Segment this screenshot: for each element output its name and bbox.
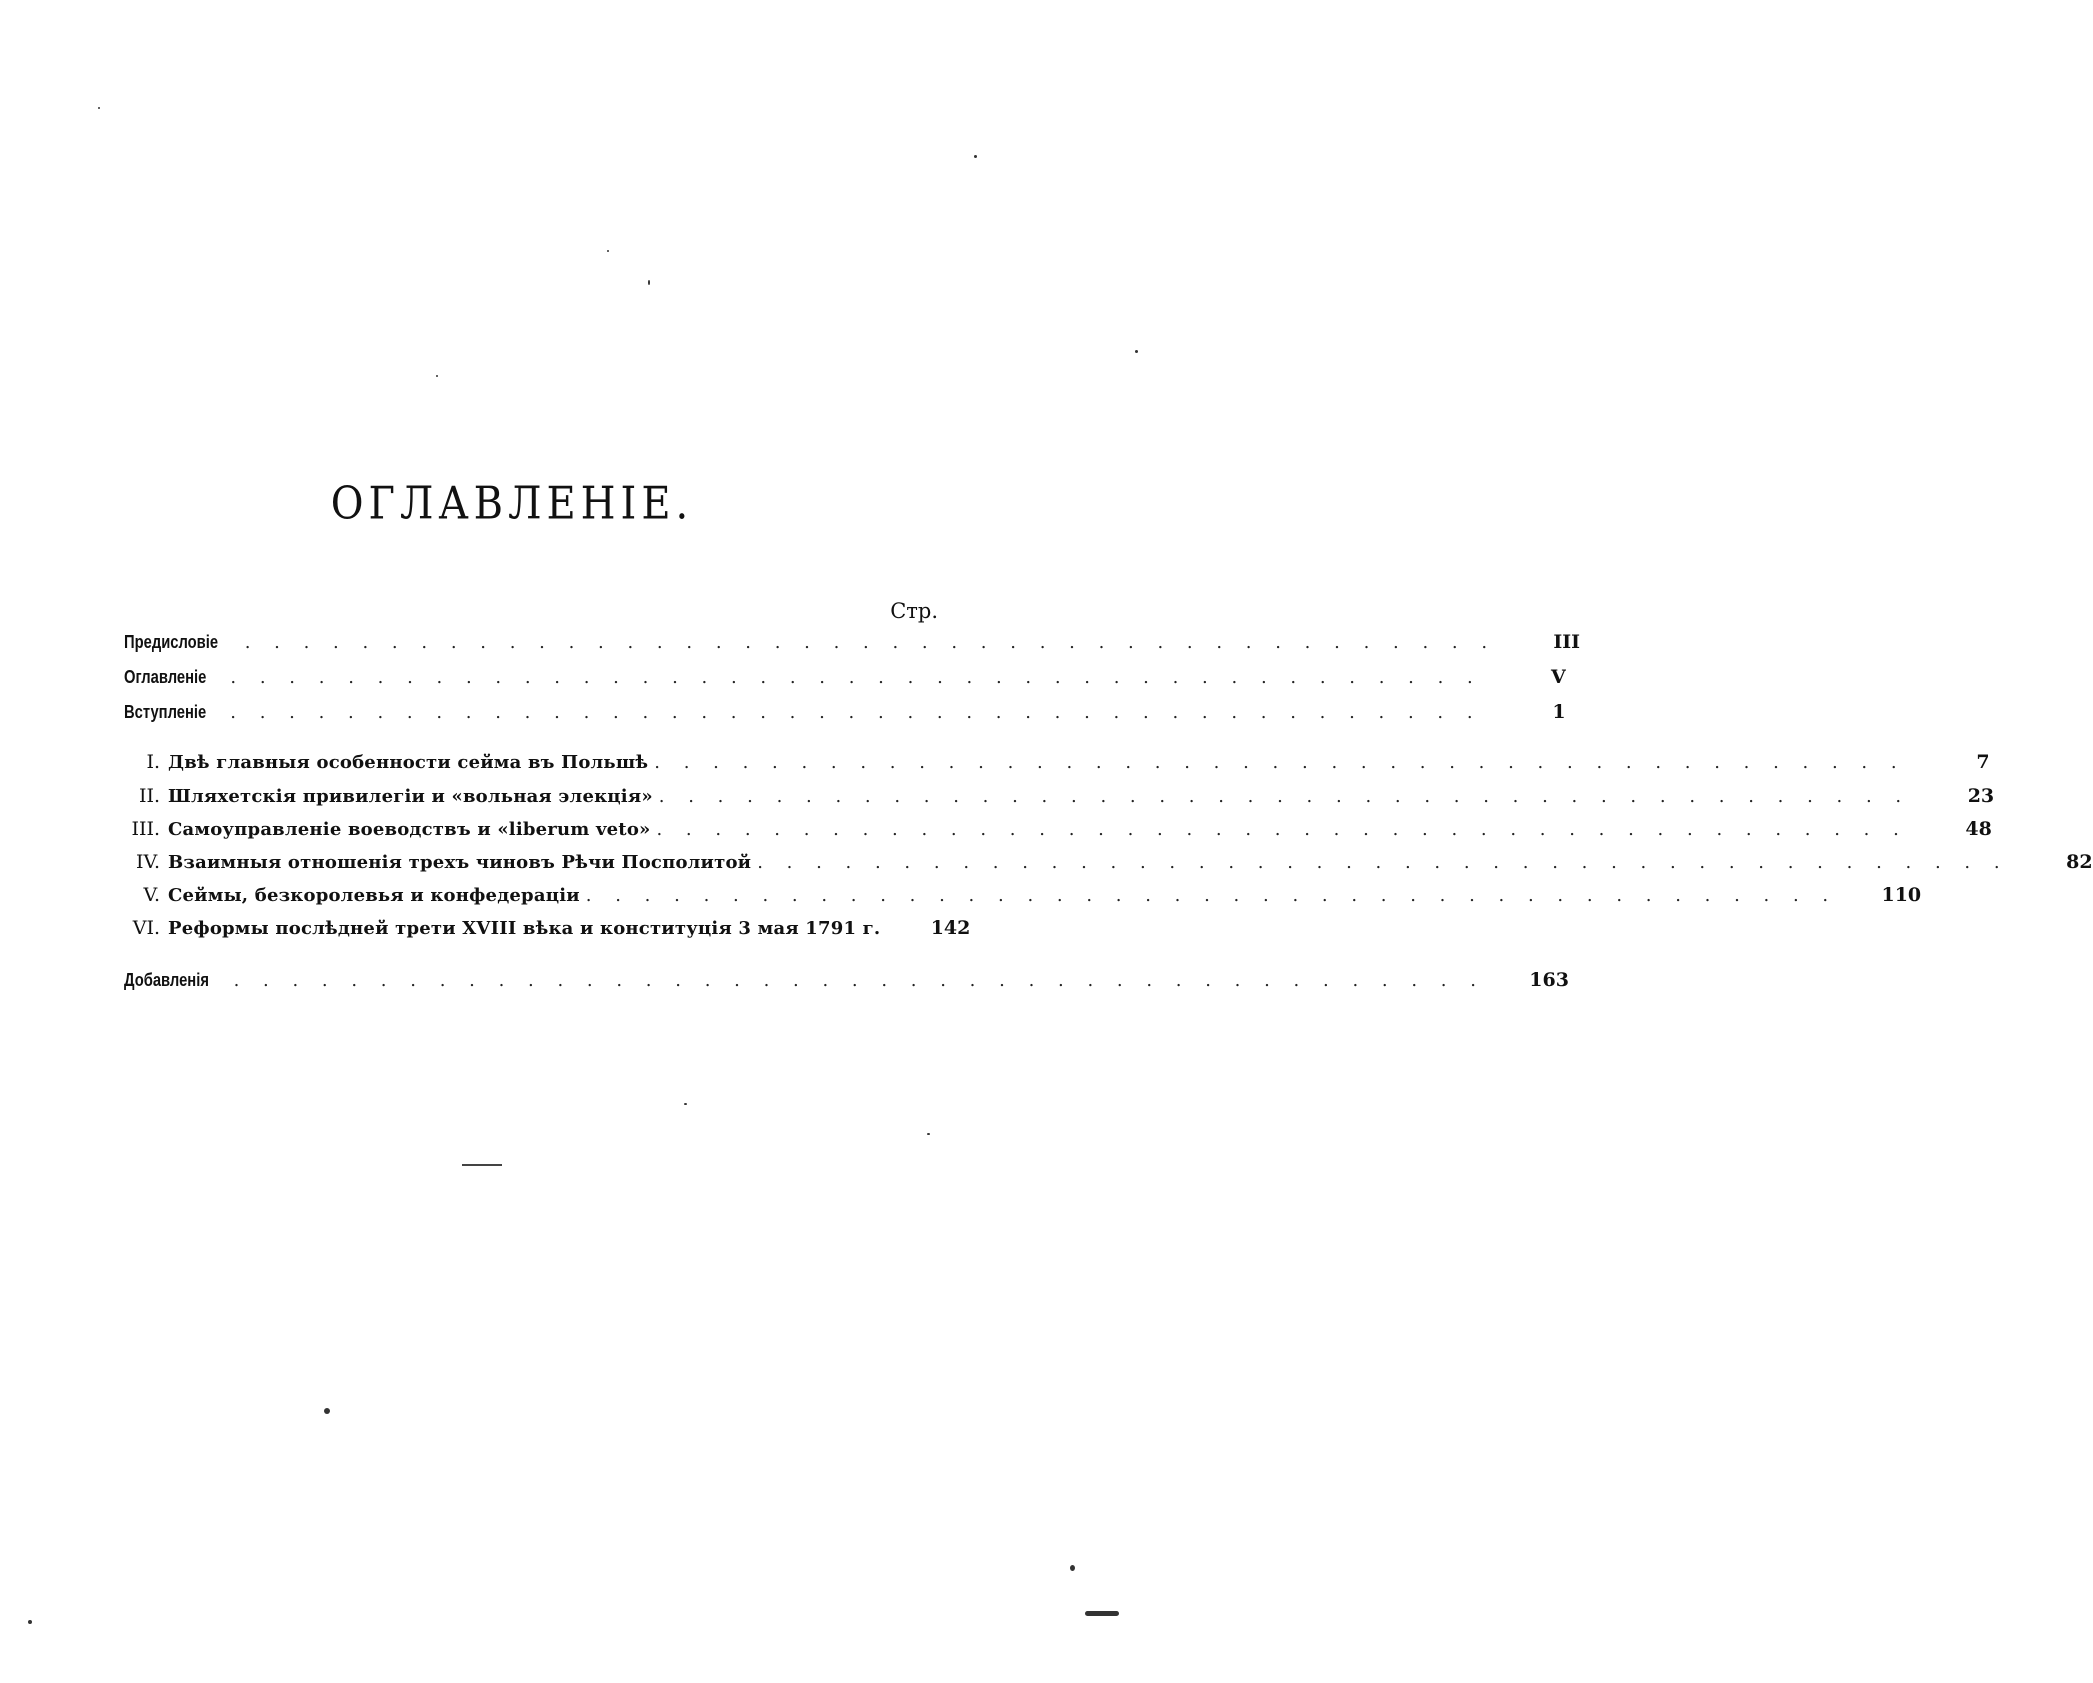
dot-leader: . . . . . . . . . . . . . . . . . . . . . . . . . . . . . . . . . . . . . . . . . . . — [656, 819, 1908, 840]
scan-speck — [927, 1133, 930, 1135]
chapter-numeral: V. — [143, 884, 160, 906]
dot-leader: . . . . . . . . . . . . . . . . . . . . . . . . . . . . . . . . . . . . . . . . . . . — [757, 852, 2009, 873]
scan-speck — [607, 250, 609, 252]
toc-entry-title: Шляхетскія привилегіи и «вольная элекція» — [168, 786, 653, 807]
scan-speck — [1135, 350, 1138, 353]
toc-entry-title: Реформы послѣдней трети XVIII вѣка и конституція 3 мая 1791 г. — [168, 918, 881, 939]
dot-leader: . . . . . . . . . . . . . . . . . . . . . . . . . . . . . . . . . . . . . . . . . . . — [658, 786, 1911, 807]
toc-entry-title: Добавленія — [124, 970, 209, 990]
toc-entry-label — [124, 848, 751, 877]
scan-speck — [98, 107, 100, 109]
toc-entry-page: 142 — [930, 917, 971, 939]
scan-speck — [974, 155, 977, 158]
decorative-rule — [462, 1164, 502, 1166]
chapter-numeral: IV. — [136, 851, 160, 873]
toc-row-chapter-6 — [124, 914, 971, 942]
toc-entry-title: Оглавленіе — [124, 667, 207, 687]
toc-entry-title: Сеймы, безкоролевья и конфедераціи — [168, 885, 580, 906]
toc-entry-page: 48 — [1965, 818, 1992, 840]
toc-entry-label — [124, 881, 580, 910]
scan-speck — [1085, 1611, 1119, 1616]
dot-leader: . . . . . . . . . . . . . . . . . . . . . . . . . . . . . . . . . . . . . . . . . . . — [230, 667, 1482, 688]
chapter-numeral: III. — [131, 818, 160, 840]
toc-entry-title: Самоуправленіе воеводствъ и «liberum veto» — [168, 819, 651, 840]
toc-row-contents — [124, 663, 1566, 691]
toc-row-introduction — [124, 698, 1566, 726]
scan-speck — [28, 1620, 32, 1624]
toc-entry-label — [124, 782, 653, 811]
toc-entry-page: III — [1553, 631, 1581, 653]
scan-speck — [436, 375, 438, 377]
toc-entry-label — [124, 748, 648, 777]
page-title: ОГЛАВЛЕНІЕ. — [330, 478, 694, 530]
toc-row-addenda — [124, 966, 1569, 994]
toc-entry-label — [124, 914, 880, 943]
toc-entry-title: Вступленіе — [124, 702, 207, 722]
scan-speck — [324, 1408, 330, 1414]
toc-entry-page: 82 — [2066, 851, 2093, 873]
page-column-header: Стр. — [890, 599, 938, 623]
toc-row-chapter-1 — [124, 748, 1990, 776]
toc-entry-page: 163 — [1529, 969, 1569, 991]
chapter-numeral: I. — [146, 751, 160, 773]
scan-speck — [1070, 1565, 1075, 1571]
toc-row-chapter-3 — [124, 815, 1992, 843]
toc-entry-page: 110 — [1881, 884, 1922, 906]
chapter-numeral: II. — [138, 785, 160, 807]
toc-entry-title: Двѣ главныя особенности сейма въ Польшѣ — [168, 752, 649, 773]
chapter-numeral: VI. — [132, 917, 160, 939]
dot-leader: . . . . . . . . . . . . . . . . . . . . . . . . . . . . . . . . . . . . . . . . . . . — [654, 752, 1906, 773]
toc-entry-label — [124, 815, 650, 844]
toc-entry-page: 1 — [1552, 701, 1566, 723]
toc-entry-title: Предисловіе — [124, 632, 219, 652]
toc-row-chapter-2 — [124, 782, 1995, 810]
toc-row-chapter-4 — [124, 848, 2093, 876]
toc-entry-page: 23 — [1967, 785, 1995, 807]
toc-row-chapter-5 — [124, 881, 1922, 909]
dot-leader: . . . . . . . . . . . . . . . . . . . . . . . . . . . . . . . . . . . . . . . . . . . — [585, 885, 1838, 906]
scan-speck — [684, 1103, 687, 1105]
toc-entry-title: Взаимныя отношенія трехъ чиновъ Рѣчи Посполитой — [168, 852, 752, 873]
scan-speck — [648, 280, 650, 285]
dot-leader: . . . . . . . . . . . . . . . . . . . . . . . . . . . . . . . . . . . . . . . . . . . — [244, 632, 1497, 653]
toc-row-preface — [124, 628, 1581, 656]
toc-entry-page: 7 — [1976, 751, 1990, 773]
dot-leader: . . . . . . . . . . . . . . . . . . . . . . . . . . . . . . . . . . . . . . . . . . . — [233, 970, 1485, 991]
toc-entry-page: V — [1551, 666, 1566, 688]
dot-leader: . . . . . . . . . . . . . . . . . . . . . . . . . . . . . . . . . . . . . . . . . . . — [230, 702, 1482, 723]
